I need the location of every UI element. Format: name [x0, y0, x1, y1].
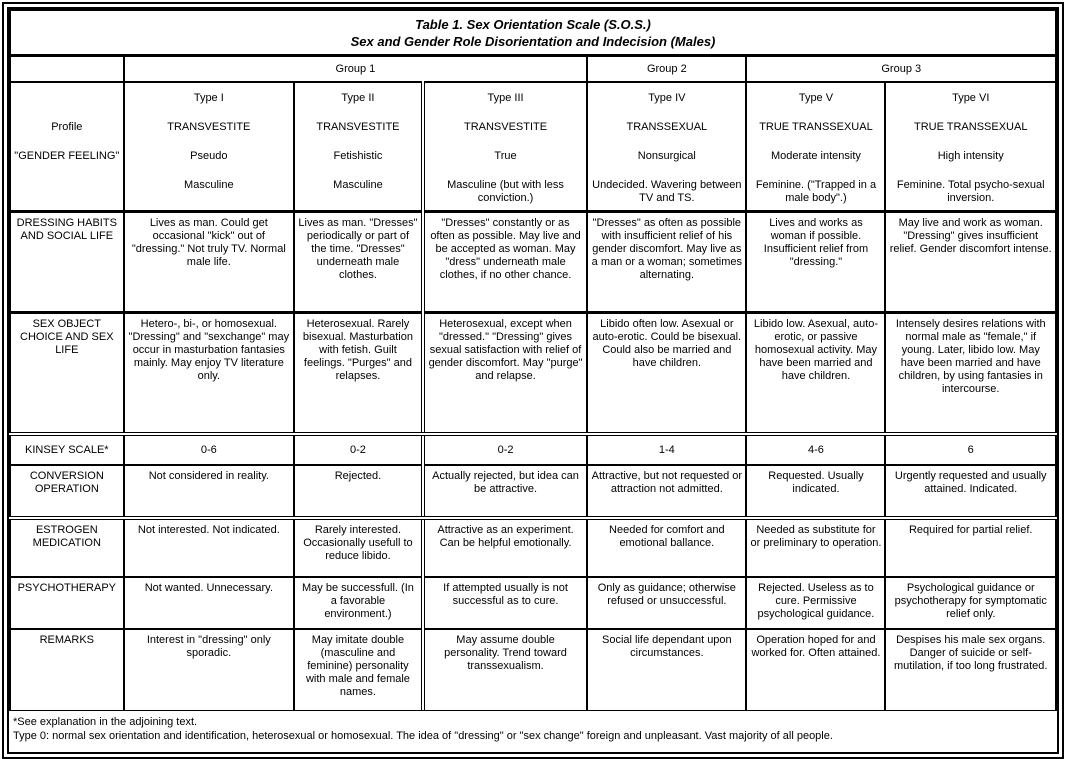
page-frame: [2, 2, 1064, 759]
type-subtype: True: [494, 150, 517, 162]
type-name: TRANSVESTITE: [463, 121, 548, 133]
type-number: Type I: [193, 92, 224, 104]
type-subtype: Pseudo: [190, 150, 228, 162]
group-header-3: Group 3: [746, 56, 1056, 83]
profile-type-2: [294, 82, 423, 212]
type-name: TRANSVESTITE: [316, 121, 400, 133]
type-feeling: Feminine. Total psycho-sexual inversion.: [896, 179, 1045, 204]
cell-kinsey-type3: 0-2: [423, 434, 587, 465]
cell-kinsey-type5: 4-6: [746, 434, 885, 465]
type-feeling: Undecided. Wavering between TV and TS.: [592, 179, 742, 204]
cell-estrogen-type5: Needed as substitute for or preliminary to operation.: [746, 518, 885, 577]
type-feeling: Masculine (but with less conviction.): [447, 179, 564, 204]
table-row-conversion: [10, 465, 1056, 518]
sos-table: [9, 9, 1057, 710]
footnote-block: [9, 710, 1057, 752]
type-subtype: Fetishistic: [333, 150, 383, 162]
cell-psych-type6: Psychological guidance or psychotherapy for symptomatic relief only.: [885, 577, 1056, 629]
type-feeling: Feminine. ("Trapped in a male body".): [755, 179, 877, 204]
cell-dressing-type5: Lives and works as woman if possible. Insufficient relief from "dressing.": [746, 212, 885, 313]
profile-type-6: [885, 82, 1056, 212]
cell-psych-type3: If attempted usually is not successful as to cure.: [423, 577, 587, 629]
type-number: Type VI: [952, 92, 990, 104]
table-title-row: [10, 10, 1056, 56]
group-header-empty: [10, 56, 124, 83]
cell-remarks-type5: Operation hoped for and worked for. Often attained.: [746, 629, 885, 710]
row-label: REMARKS: [10, 629, 124, 710]
cell-remarks-type1: Interest in "dressing" only sporadic.: [124, 629, 294, 710]
table-row-estrogen: [10, 518, 1056, 577]
row-label: SEX OBJECT CHOICE AND SEX LIFE: [10, 313, 124, 435]
type-subtype: Moderate intensity: [771, 150, 861, 162]
row-label: PSYCHOTHERAPY: [10, 577, 124, 629]
table-row-psychotherapy: [10, 577, 1056, 629]
row-label: DRESSING HABITS AND SOCIAL LIFE: [10, 212, 124, 313]
cell-sexobj-type2: Heterosexual. Rarely bisexual. Masturbation with fetish. Guilt feelings. "Purges" and relapses.: [294, 313, 423, 435]
profile-type-1: [124, 82, 294, 212]
cell-psych-type5: Rejected. Useless as to cure. Permissive psychological guidance.: [746, 577, 885, 629]
type-number: Type III: [487, 92, 524, 104]
group-header-row: [10, 56, 1056, 83]
cell-remarks-type2: May imitate double (masculine and feminine) personality with male and female names.: [294, 629, 423, 710]
cell-dressing-type6: May live and work as woman. "Dressing" gives insufficient relief. Gender discomfort intense.: [885, 212, 1056, 313]
cell-estrogen-type3: Attractive as an experiment. Can be helpful emotionally.: [423, 518, 587, 577]
type-name: TRUE TRANSSEXUAL: [759, 121, 873, 133]
type-feeling: Masculine: [184, 179, 234, 191]
cell-remarks-type4: Social life dependant upon circumstances.: [587, 629, 746, 710]
table-row-sexobject: [10, 313, 1056, 435]
cell-psych-type2: May be successfull. (In a favorable environment.): [294, 577, 423, 629]
table-row-kinsey: [10, 434, 1056, 465]
profile-type-4: [587, 82, 746, 212]
profile-label: Profile: [51, 121, 83, 133]
cell-conversion-type2: Rejected.: [294, 465, 423, 518]
cell-psych-type1: Not wanted. Unnecessary.: [124, 577, 294, 629]
table-title-line1: Table 1. Sex Orientation Scale (S.O.S.): [415, 17, 651, 32]
cell-conversion-type5: Requested. Usually indicated.: [746, 465, 885, 518]
cell-remarks-type3: May assume double personality. Trend toward transsexualism.: [423, 629, 587, 710]
cell-dressing-type3: "Dresses" constantly or as often as possible. May live and be accepted as woman. May "dress" underneath male clothes, if no other chance.: [423, 212, 587, 313]
table-row-dressing: [10, 212, 1056, 313]
cell-kinsey-type2: 0-2: [294, 434, 423, 465]
cell-dressing-type2: Lives as man. "Dresses" periodically or part of the time. "Dresses" underneath male clothes.: [294, 212, 423, 313]
footnote-line1: *See explanation in the adjoining text.: [13, 716, 198, 728]
group-header-2: Group 2: [587, 56, 746, 83]
cell-remarks-type6: Despises his male sex organs. Danger of suicide or self-mutilation, if too long frustrated.: [885, 629, 1056, 710]
type-number: Type V: [798, 92, 834, 104]
table-row-remarks: [10, 629, 1056, 710]
table-title-line2: Sex and Gender Role Disorientation and Indecision (Males): [350, 34, 716, 49]
type-name: TRANSSEXUAL: [626, 121, 708, 133]
footnote-line2: Type 0: normal sex orientation and identification, heterosexual or homosexual. The idea of "dressing" or "sex change" foreign and unpleasant. Vast majority of all people.: [13, 730, 833, 742]
table-outer-border: [7, 7, 1059, 754]
cell-kinsey-type6: 6: [885, 434, 1056, 465]
cell-sexobj-type4: Libido often low. Asexual or auto-erotic. Could be bisexual. Could also be married and have children.: [587, 313, 746, 435]
cell-estrogen-type6: Required for partial relief.: [885, 518, 1056, 577]
cell-sexobj-type1: Hetero-, bi-, or homosexual. "Dressing" and "sexchange" may occur in masturbation fantasies mainly. May enjoy TV literature only.: [124, 313, 294, 435]
spacer: [14, 92, 120, 121]
profile-type-3: [423, 82, 587, 212]
type-feeling: Masculine: [333, 179, 383, 191]
cell-dressing-type4: "Dresses" as often as possible with insufficient relief of his gender discomfort. May live as a man or a woman; sometimes alternating.: [587, 212, 746, 313]
cell-estrogen-type1: Not interested. Not indicated.: [124, 518, 294, 577]
profile-type-5: [746, 82, 885, 212]
cell-conversion-type4: Attractive, but not requested or attraction not admitted.: [587, 465, 746, 518]
type-subtype: High intensity: [937, 150, 1004, 162]
cell-estrogen-type2: Rarely interested. Occasionally usefull to reduce libido.: [294, 518, 423, 577]
cell-kinsey-type1: 0-6: [124, 434, 294, 465]
table-title: [10, 10, 1056, 56]
profile-row: [10, 82, 1056, 212]
cell-conversion-type6: Urgently requested and usually attained. Indicated.: [885, 465, 1056, 518]
type-subtype: Nonsurgical: [637, 150, 696, 162]
gender-feeling-label: "GENDER FEELING": [14, 150, 120, 162]
row-label: CONVERSION OPERATION: [10, 465, 124, 518]
type-number: Type IV: [648, 92, 686, 104]
cell-sexobj-type5: Libido low. Asexual, auto-erotic, or passive homosexual activity. May have been married and have children.: [746, 313, 885, 435]
row-label: KINSEY SCALE*: [10, 434, 124, 465]
profile-row-label: [10, 82, 124, 212]
cell-kinsey-type4: 1-4: [587, 434, 746, 465]
type-number: Type II: [341, 92, 375, 104]
cell-conversion-type3: Actually rejected, but idea can be attractive.: [423, 465, 587, 518]
cell-sexobj-type3: Heterosexual, except when "dressed." "Dressing" gives sexual satisfaction with relief of gender discomfort. May "purge" and relapse.: [423, 313, 587, 435]
cell-sexobj-type6: Intensely desires relations with normal male as "female," if young. Later, libido low. May have been married and have children, by using fantasies in intercourse.: [885, 313, 1056, 435]
row-label: ESTROGEN MEDICATION: [10, 518, 124, 577]
cell-psych-type4: Only as guidance; otherwise refused or unsuccessful.: [587, 577, 746, 629]
group-header-1: Group 1: [124, 56, 588, 83]
type-name: TRUE TRANSSEXUAL: [913, 121, 1028, 133]
type-name: TRANSVESTITE: [167, 121, 251, 133]
cell-dressing-type1: Lives as man. Could get occasional "kick" out of "dressing." Not truly TV. Normal male life.: [124, 212, 294, 313]
cell-estrogen-type4: Needed for comfort and emotional ballance.: [587, 518, 746, 577]
cell-conversion-type1: Not considered in reality.: [124, 465, 294, 518]
